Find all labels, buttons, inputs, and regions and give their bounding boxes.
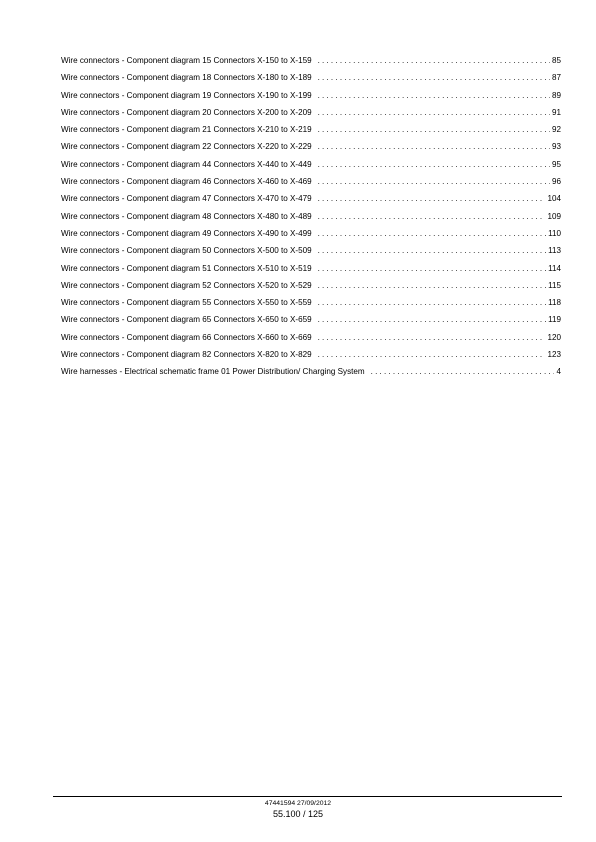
toc-entry-page: 115 xyxy=(548,280,561,290)
toc-entry-page: 4 xyxy=(556,367,561,377)
toc-entry-page: 87 xyxy=(551,73,561,83)
toc-entry-page: 118 xyxy=(548,298,561,308)
toc-entry-page: 85 xyxy=(551,56,561,65)
toc-entry-title: Wire connectors - Component diagram 22 Connectors X-220 to X-229 xyxy=(61,142,312,152)
toc-entry[interactable] xyxy=(61,87,561,104)
toc-entry[interactable] xyxy=(61,242,561,259)
toc-entry-page: 114 xyxy=(548,263,561,273)
toc-entry-page: 113 xyxy=(548,246,561,256)
toc-entry-page: 91 xyxy=(551,107,561,117)
toc-leader-dots xyxy=(318,225,547,242)
toc-entry-page: 109 xyxy=(547,211,561,221)
toc-leader-dots xyxy=(318,156,550,173)
toc-entry-title: Wire connectors - Component diagram 15 Connectors X-150 to X-159 xyxy=(61,56,312,65)
toc-entry-title: Wire connectors - Component diagram 44 Connectors X-440 to X-449 xyxy=(61,159,312,169)
toc-entry-page: 119 xyxy=(548,315,561,325)
toc-entry[interactable] xyxy=(61,69,561,86)
toc-leader-dots xyxy=(318,69,550,86)
toc-entry-title: Wire connectors - Component diagram 18 Connectors X-180 to X-189 xyxy=(61,73,312,83)
toc-leader-dots xyxy=(318,208,546,225)
toc-entry-page: 104 xyxy=(547,194,561,204)
toc-entry-page: 110 xyxy=(548,228,561,238)
toc-entry-title: Wire connectors - Component diagram 55 Connectors X-550 to X-559 xyxy=(61,298,312,308)
toc-leader-dots xyxy=(318,294,547,311)
toc-leader-dots xyxy=(318,346,546,363)
toc-entry-title: Wire connectors - Component diagram 21 Connectors X-210 to X-219 xyxy=(61,125,312,135)
toc-leader-dots xyxy=(371,363,555,380)
toc-entry-title: Wire harnesses - Electrical schematic frame 01 Power Distribution/ Charging System xyxy=(61,367,365,377)
toc-entry-title: Wire connectors - Component diagram 48 Connectors X-480 to X-489 xyxy=(61,211,312,221)
toc-entry[interactable] xyxy=(61,138,561,155)
toc-entry-page: 120 xyxy=(547,332,561,342)
toc-leader-dots xyxy=(318,121,550,138)
toc-leader-dots xyxy=(318,87,550,104)
toc-entry[interactable] xyxy=(61,156,561,173)
toc-leader-dots xyxy=(318,260,547,277)
toc-entry[interactable] xyxy=(61,277,561,294)
toc-entry-page: 93 xyxy=(551,142,561,152)
toc-leader-dots xyxy=(318,277,547,294)
toc-leader-dots xyxy=(318,104,550,121)
toc-entry-title: Wire connectors - Component diagram 20 Connectors X-200 to X-209 xyxy=(61,107,312,117)
toc-entry[interactable] xyxy=(61,121,561,138)
toc-entry[interactable] xyxy=(61,173,561,190)
toc-entry[interactable] xyxy=(61,52,561,69)
footer-divider xyxy=(53,796,562,797)
toc-entry-page: 92 xyxy=(551,125,561,135)
toc-leader-dots xyxy=(318,242,547,259)
toc-entry-title: Wire connectors - Component diagram 51 Connectors X-510 to X-519 xyxy=(61,263,312,273)
toc-leader-dots xyxy=(318,173,550,190)
footer-document-id: 47441594 27/09/2012 xyxy=(264,800,332,807)
toc-entry-title: Wire connectors - Component diagram 49 Connectors X-490 to X-499 xyxy=(61,228,312,238)
toc-entry-title: Wire connectors - Component diagram 50 Connectors X-500 to X-509 xyxy=(61,246,312,256)
toc-entry-page: 95 xyxy=(551,159,561,169)
toc-leader-dots xyxy=(318,329,546,346)
toc-entry-page: 96 xyxy=(551,177,561,187)
toc-entry[interactable] xyxy=(61,294,561,311)
toc-entry-page: 89 xyxy=(551,90,561,100)
table-of-contents xyxy=(61,52,561,381)
toc-entry-title: Wire connectors - Component diagram 46 Connectors X-460 to X-469 xyxy=(61,177,312,187)
toc-leader-dots xyxy=(318,311,547,328)
toc-entry[interactable] xyxy=(61,190,561,207)
toc-entry[interactable] xyxy=(61,346,561,363)
toc-entry-title: Wire connectors - Component diagram 82 Connectors X-820 to X-829 xyxy=(61,350,312,360)
toc-entry[interactable] xyxy=(61,363,561,380)
toc-entry-page: 123 xyxy=(547,350,561,360)
toc-entry[interactable] xyxy=(61,208,561,225)
footer-page-number: 55.100 / 125 xyxy=(272,809,324,819)
toc-entry-title: Wire connectors - Component diagram 47 Connectors X-470 to X-479 xyxy=(61,194,312,204)
toc-entry-title: Wire connectors - Component diagram 19 Connectors X-190 to X-199 xyxy=(61,90,312,100)
toc-entry-title: Wire connectors - Component diagram 52 Connectors X-520 to X-529 xyxy=(61,280,312,290)
toc-entry[interactable] xyxy=(61,225,561,242)
toc-leader-dots xyxy=(318,138,550,155)
toc-entry-title: Wire connectors - Component diagram 65 Connectors X-650 to X-659 xyxy=(61,315,312,325)
toc-leader-dots xyxy=(318,52,550,69)
toc-entry[interactable] xyxy=(61,329,561,346)
toc-entry-title: Wire connectors - Component diagram 66 Connectors X-660 to X-669 xyxy=(61,332,312,342)
toc-entry[interactable] xyxy=(61,311,561,328)
toc-entry[interactable] xyxy=(61,260,561,277)
toc-entry[interactable] xyxy=(61,104,561,121)
toc-leader-dots xyxy=(318,190,546,207)
